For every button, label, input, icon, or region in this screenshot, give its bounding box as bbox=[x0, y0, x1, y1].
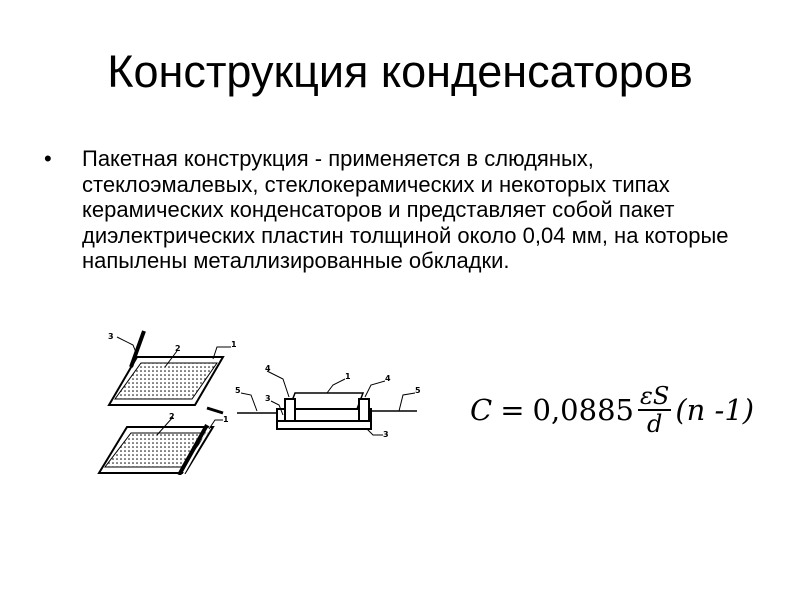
label-1-bottom: 1 bbox=[223, 415, 229, 424]
capacitor-construction-diagram bbox=[95, 325, 425, 475]
label-3-left: 3 bbox=[265, 394, 271, 403]
formula-tail: (n -1) bbox=[675, 393, 755, 427]
label-5-right: 5 bbox=[415, 386, 421, 395]
label-1-top: 1 bbox=[231, 340, 237, 349]
formula-coefficient: 0,0885 bbox=[532, 393, 634, 427]
label-3-top: 3 bbox=[108, 332, 114, 341]
capacitance-formula bbox=[470, 380, 754, 440]
label-4-left: 4 bbox=[265, 364, 271, 373]
formula-fraction bbox=[638, 383, 671, 437]
bullet-text: Пакетная конструкция - применяется в слюдяных, стеклоэмалевых, стеклокерамических и некоторых типах керамических конденсаторов и представляет собой пакет диэлектрических пластин толщиной около 0,04 мм, на которые напылены металлизированные обкладки. bbox=[82, 146, 729, 273]
bullet-marker: • bbox=[44, 146, 52, 171]
label-2-top: 2 bbox=[175, 344, 181, 353]
label-5-left: 5 bbox=[235, 386, 241, 395]
bottom-plate bbox=[99, 425, 213, 475]
bullet-list-item bbox=[44, 146, 764, 274]
label-4-right: 4 bbox=[385, 374, 391, 383]
slide-title: Конструкция конденсаторов bbox=[107, 46, 693, 97]
formula-denominator: d bbox=[646, 410, 663, 438]
label-1-right: 1 bbox=[345, 372, 351, 381]
label-3-right: 3 bbox=[383, 430, 389, 439]
top-plate bbox=[109, 331, 223, 413]
formula-numerator: εS bbox=[640, 382, 670, 410]
formula-lhs: C bbox=[470, 393, 493, 427]
formula-equals: = bbox=[500, 393, 525, 427]
label-2-bottom: 2 bbox=[169, 412, 175, 421]
